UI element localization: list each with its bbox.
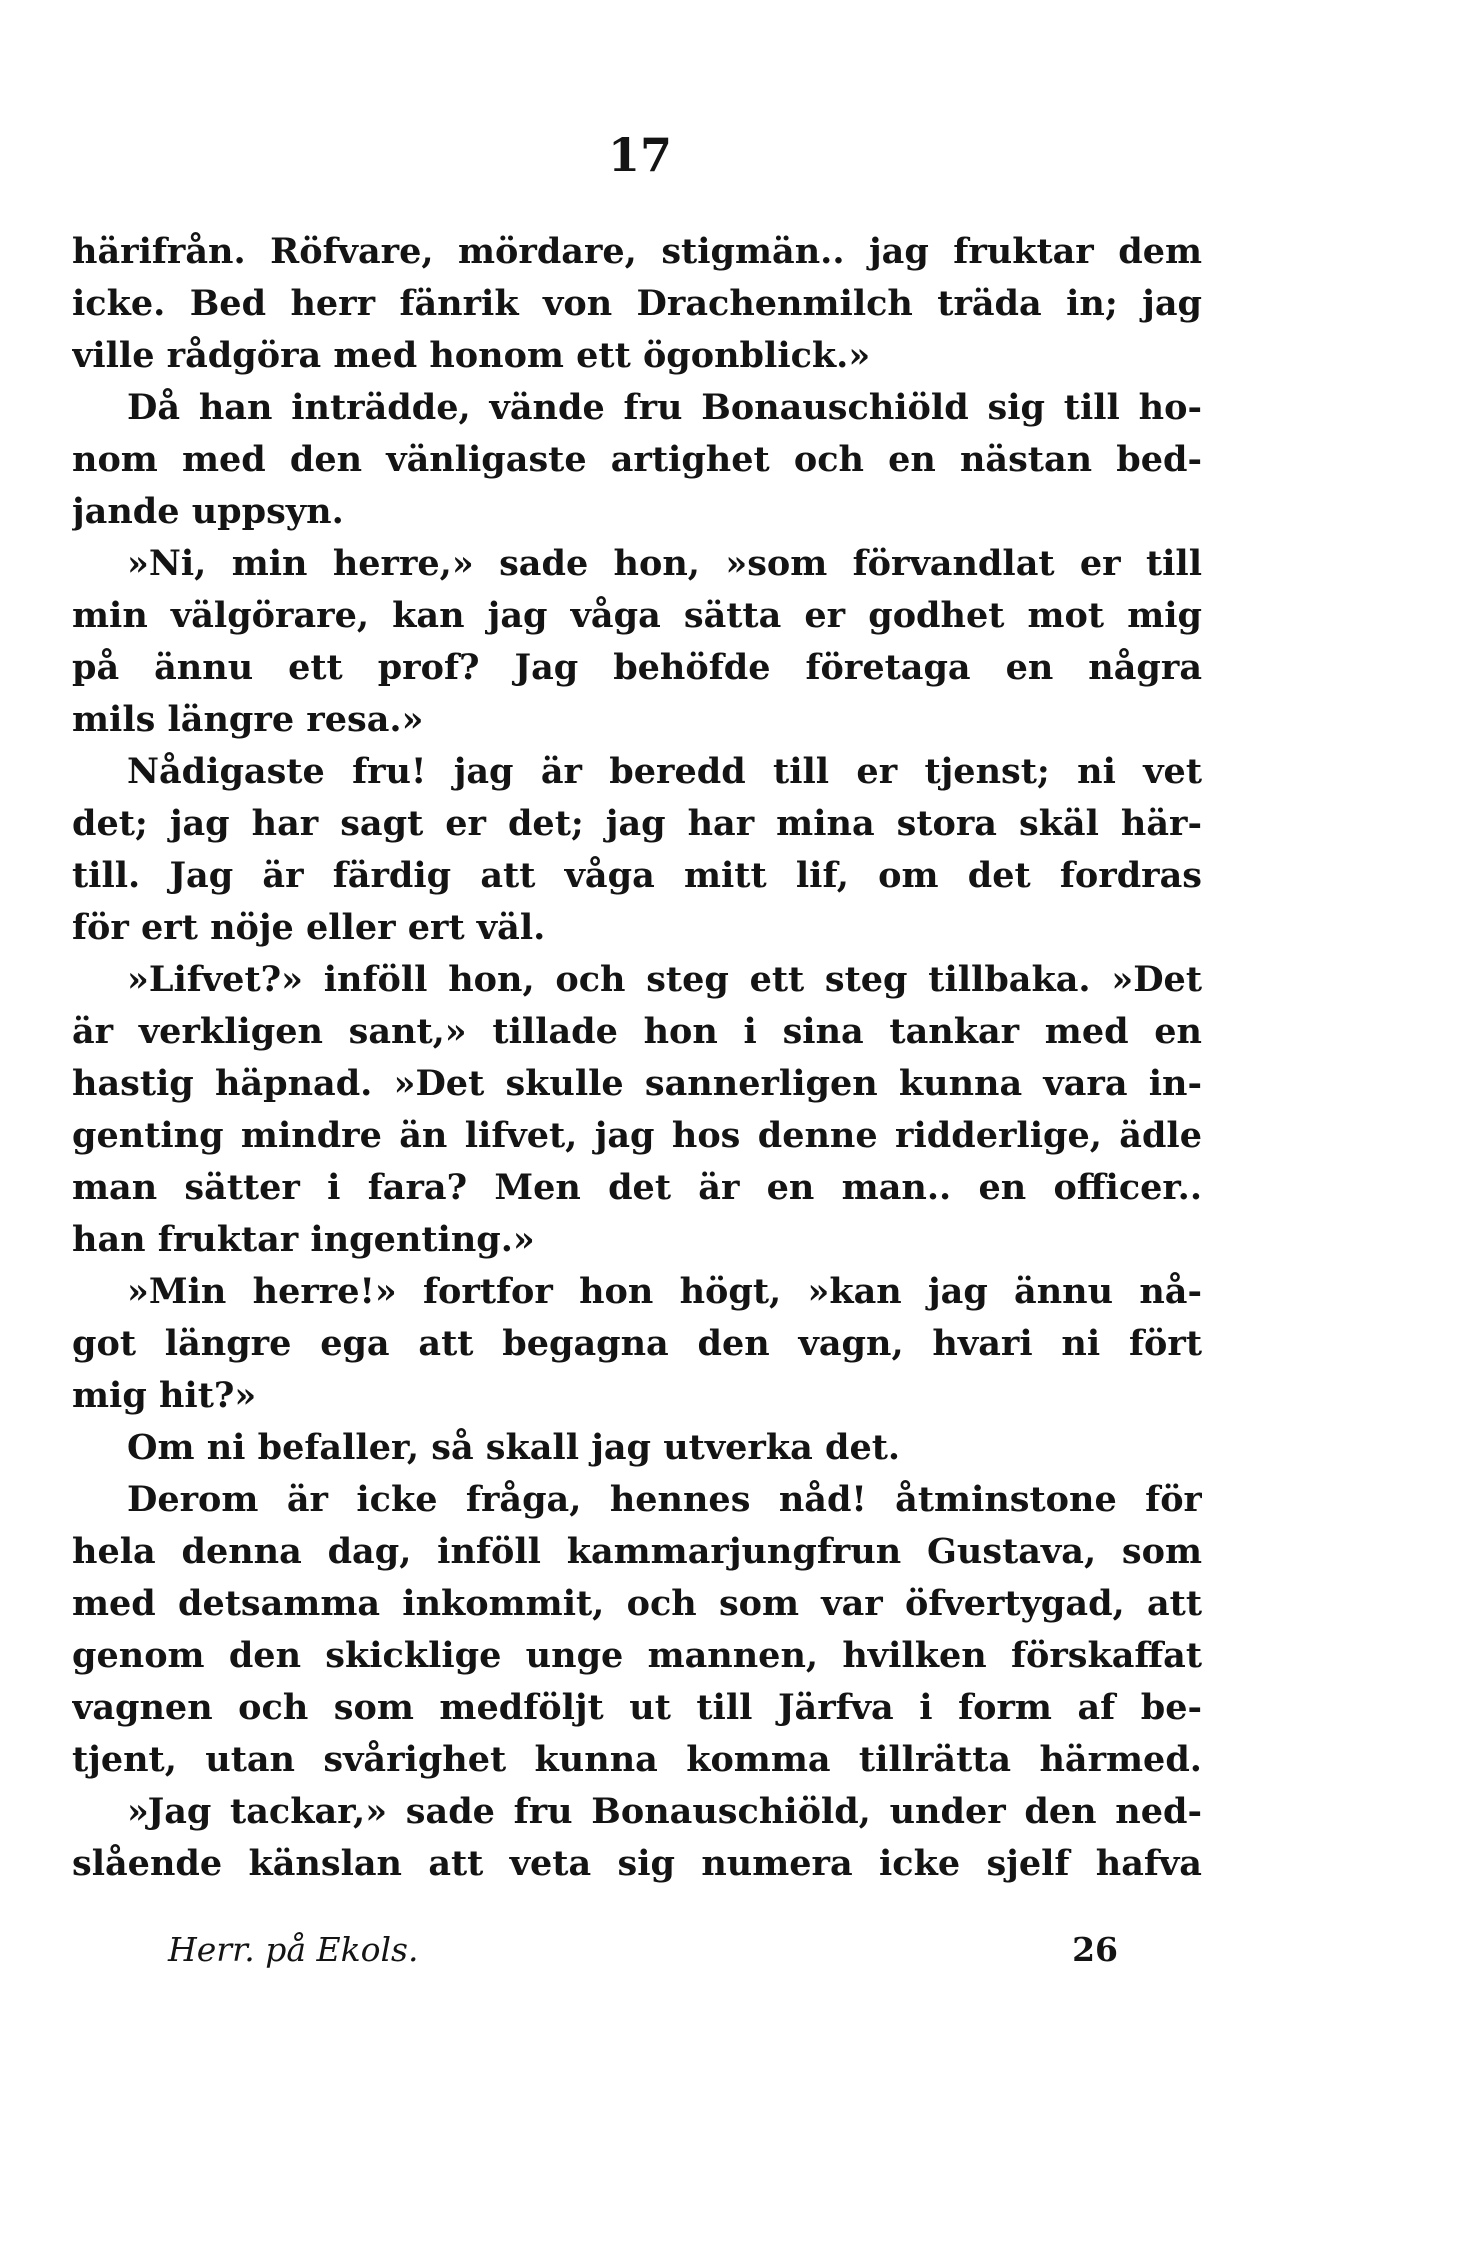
text-line: till. Jag är färdig att våga mitt lif, om det fordras [72, 855, 1202, 896]
text-line: slående känslan att veta sig numera icke sjelf hafva [72, 1843, 1202, 1884]
page-footer [168, 1930, 1118, 1980]
body-text [72, 226, 1202, 1890]
text-line: för ert nöje eller ert väl. [72, 907, 546, 948]
text-line: »Min herre!» fortfor hon högt, »kan jag ännu nå- [127, 1271, 1202, 1312]
text-line: det; jag har sagt er det; jag har mina stora skäl här- [72, 803, 1202, 844]
text-line: man sätter i fara? Men det är en man.. en officer.. [72, 1167, 1202, 1208]
text-line: »Lifvet?» inföll hon, och steg ett steg tillbaka. »Det [127, 959, 1202, 1000]
text-line: hela denna dag, inföll kammarjungfrun Gustava, som [72, 1531, 1202, 1572]
text-line: hastig häpnad. »Det skulle sannerligen kunna vara in- [72, 1063, 1202, 1104]
text-line: är verkligen sant,» tillade hon i sina tankar med en [72, 1011, 1202, 1052]
text-line: Om ni befaller, så skall jag utverka det. [127, 1427, 901, 1468]
text-line: han fruktar ingenting.» [72, 1219, 535, 1260]
text-line: på ännu ett prof? Jag behöfde företaga en några [72, 647, 1202, 688]
text-line: Då han inträdde, vände fru Bonauschiöld sig till ho- [127, 387, 1202, 428]
text-line: icke. Bed herr fänrik von Drachenmilch träda in; jag [72, 283, 1202, 324]
text-line: mils längre resa.» [72, 699, 424, 740]
text-line: Derom är icke fråga, hennes nåd! åtminstone för [127, 1479, 1202, 1520]
text-line: jande uppsyn. [72, 491, 344, 532]
text-line: »Ni, min herre,» sade hon, »som förvandlat er till [127, 543, 1202, 584]
text-line: nom med den vänligaste artighet och en nästan bed- [72, 439, 1202, 480]
text-line: genting mindre än lifvet, jag hos denne ridderlige, ädle [72, 1115, 1202, 1156]
page-number: 17 [607, 128, 672, 182]
text-line: got längre ega att begagna den vagn, hvari ni fört [72, 1323, 1202, 1364]
signature-mark: Herr. på Ekols. [168, 1930, 419, 1969]
text-line: med detsamma inkommit, och som var öfvertygad, att [72, 1583, 1202, 1624]
text-line: mig hit?» [72, 1375, 257, 1416]
text-line: »Jag tackar,» sade fru Bonauschiöld, under den ned- [127, 1791, 1202, 1832]
text-line: Nådigaste fru! jag är beredd till er tjenst; ni vet [127, 751, 1202, 792]
text-line: min välgörare, kan jag våga sätta er godhet mot mig [72, 595, 1202, 636]
text-line: ville rådgöra med honom ett ögonblick.» [72, 335, 871, 376]
text-line: tjent, utan svårighet kunna komma tillrätta härmed. [72, 1739, 1202, 1780]
text-line: vagnen och som medföljt ut till Järfva i form af be- [72, 1687, 1202, 1728]
signature-number: 26 [1072, 1930, 1118, 1969]
text-line: genom den skicklige unge mannen, hvilken förskaffat [72, 1635, 1202, 1676]
text-line: härifrån. Röfvare, mördare, stigmän.. jag fruktar dem [72, 231, 1202, 272]
